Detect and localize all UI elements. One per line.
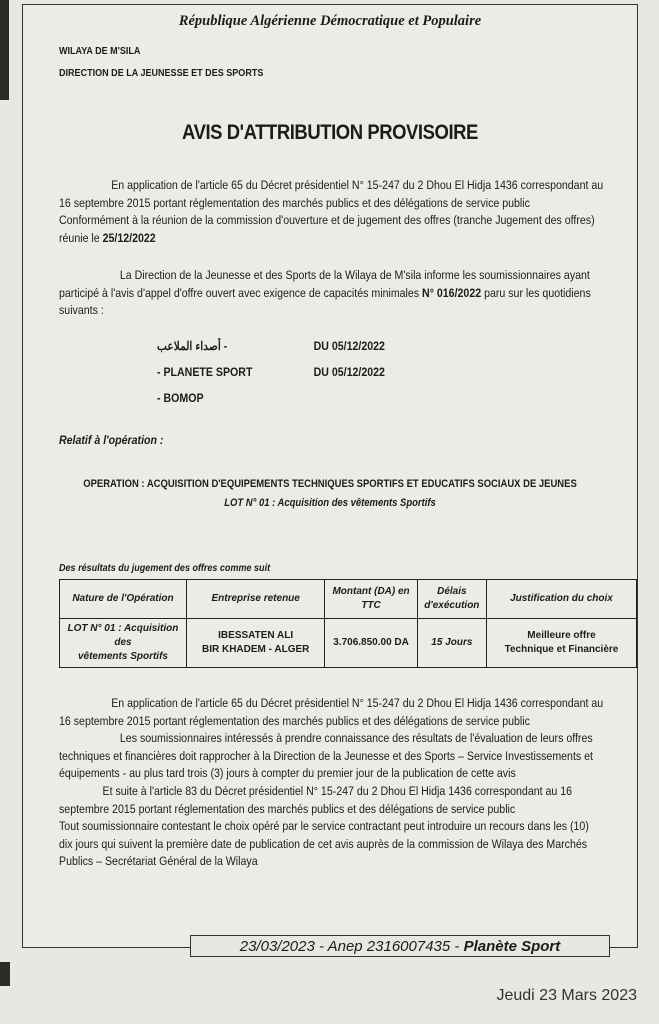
closing-line: septembre 2015 portant réglementation des marchés publics et des délégations de service public xyxy=(59,801,516,816)
results-table xyxy=(59,579,637,668)
cell-line: BIR KHADEM - ALGER xyxy=(201,644,310,655)
table-header-row xyxy=(60,580,637,619)
announce-suffix: paru sur les quotidiens xyxy=(481,285,591,300)
announce-line xyxy=(59,285,647,303)
newspaper-list xyxy=(157,339,385,417)
cell-line: Meilleure offre xyxy=(527,630,596,641)
announce-paragraph xyxy=(59,267,647,320)
newspaper-date: DU 05/12/2022 xyxy=(313,365,385,379)
cell-line: Technique et Financière xyxy=(504,644,619,655)
closing-paragraph xyxy=(59,695,647,871)
cell-line: vêtements Sportifs xyxy=(77,651,168,662)
column-header: Justification du choix xyxy=(486,580,636,619)
column-header: Nature de l'Opération xyxy=(60,580,187,619)
tender-number: N° 016/2022 xyxy=(422,285,482,300)
intro-paragraph xyxy=(59,177,647,247)
publication-reference xyxy=(190,935,610,957)
page-edge xyxy=(0,0,9,100)
newspaper-name: - BOMOP xyxy=(157,391,204,405)
cell-line: LOT N° 01 : Acquisition des xyxy=(67,623,179,648)
operation-block xyxy=(66,475,594,513)
delais-cell: 15 Jours xyxy=(417,619,486,668)
justification-cell xyxy=(486,619,636,668)
closing-line: techniques et financières doit rapprocher à la Direction de la Jeunesse et des Sports – Service Investissements et xyxy=(59,748,593,763)
notice-frame xyxy=(22,4,638,948)
intro-line: En application de l'article 65 du Décret présidentiel N° 15-247 du 2 Dhou El Hidja 1436 correspondant au xyxy=(111,178,604,192)
closing-line: 16 septembre 2015 portant réglementation des marchés publics et des délégations de service public xyxy=(59,713,530,728)
notice-title: AVIS D'ATTRIBUTION PROVISOIRE xyxy=(182,121,478,144)
wilaya-line: WILAYA DE M'SILA xyxy=(59,45,141,57)
closing-line: équipements - au plus tard trois (3) jours à compter du premier jour de la publication de cette avis xyxy=(59,766,516,781)
meeting-date: 25/12/2022 xyxy=(102,230,156,245)
table-row xyxy=(60,619,637,668)
newspaper-date: DU 05/12/2022 xyxy=(313,339,385,353)
relatif-label: Relatif à l'opération : xyxy=(59,433,164,447)
cell-line: IBESSATEN ALI xyxy=(218,630,294,641)
announce-line: suivants : xyxy=(59,303,104,318)
closing-line: Tout soumissionnaire contestant le choix opéré par le service contractant peut introduire un recours dans les (10) xyxy=(59,819,589,834)
newspaper-name: - PLANETE SPORT xyxy=(157,365,253,379)
list-item xyxy=(157,339,385,365)
newspaper-name: - أصداء الملاعب xyxy=(157,339,228,353)
intro-prefix: réunie le xyxy=(59,230,103,245)
announce-prefix: participé à l'avis d'appel d'offre ouvert avec exigence de capacités minimales xyxy=(59,285,423,300)
closing-line: Et suite à l'article 83 du Décret présidentiel N° 15-247 du 2 Dhou El Hidja 1436 correspondant au 16 xyxy=(102,783,573,798)
closing-line: dix jours qui suivent la première date de publication de cet avis auprès de la commission de Wilaya des Marchés xyxy=(59,836,588,851)
column-header: Délais d'exécution xyxy=(417,580,486,619)
page-number-block xyxy=(0,962,10,986)
column-header: Entreprise retenue xyxy=(186,580,324,619)
closing-line: Publics – Secrétariat Général de la Wilaya xyxy=(59,854,258,869)
closing-line: Les soumissionnaires intéressés à prendre connaissance des résultats de l'évaluation de leurs offres xyxy=(119,731,593,746)
entreprise-cell xyxy=(186,619,324,668)
reference-text: 23/03/2023 - Anep 2316007435 - xyxy=(239,938,464,955)
list-item xyxy=(157,391,385,417)
intro-line: Conformément à la réunion de la commission d'ouverture et de jugement des offres (tranche Jugement des offres) xyxy=(59,213,595,228)
intro-line xyxy=(59,230,647,248)
montant-cell: 3.706.850.00 DA xyxy=(325,619,417,668)
direction-line: DIRECTION DE LA JEUNESSE ET DES SPORTS xyxy=(59,67,264,79)
operation-title: OPERATION : ACQUISITION D'EQUIPEMENTS TECHNIQUES SPORTIFS ET EDUCATIFS SOCIAUX DE JEUNES xyxy=(83,478,577,490)
lot-title: LOT N° 01 : Acquisition des vêtements Sportifs xyxy=(224,497,436,509)
intro-line: 16 septembre 2015 portant réglementation des marchés publics et des délégations de service public xyxy=(59,195,530,210)
republic-heading: République Algérienne Démocratique et Populaire xyxy=(178,13,482,29)
page-date: Jeudi 23 Mars 2023 xyxy=(496,987,637,1004)
list-item xyxy=(157,365,385,391)
results-label: Des résultats du jugement des offres comme suit xyxy=(59,562,271,574)
announce-line: La Direction de la Jeunesse et des Sports de la Wilaya de M'sila informe les soumissionnaires ayant xyxy=(119,268,590,282)
closing-line: En application de l'article 65 du Décret présidentiel N° 15-247 du 2 Dhou El Hidja 1436 correspondant au xyxy=(111,696,604,710)
column-header: Montant (DA) en TTC xyxy=(325,580,417,619)
nature-cell xyxy=(60,619,187,668)
newspaper-label: Planète Sport xyxy=(463,938,561,955)
